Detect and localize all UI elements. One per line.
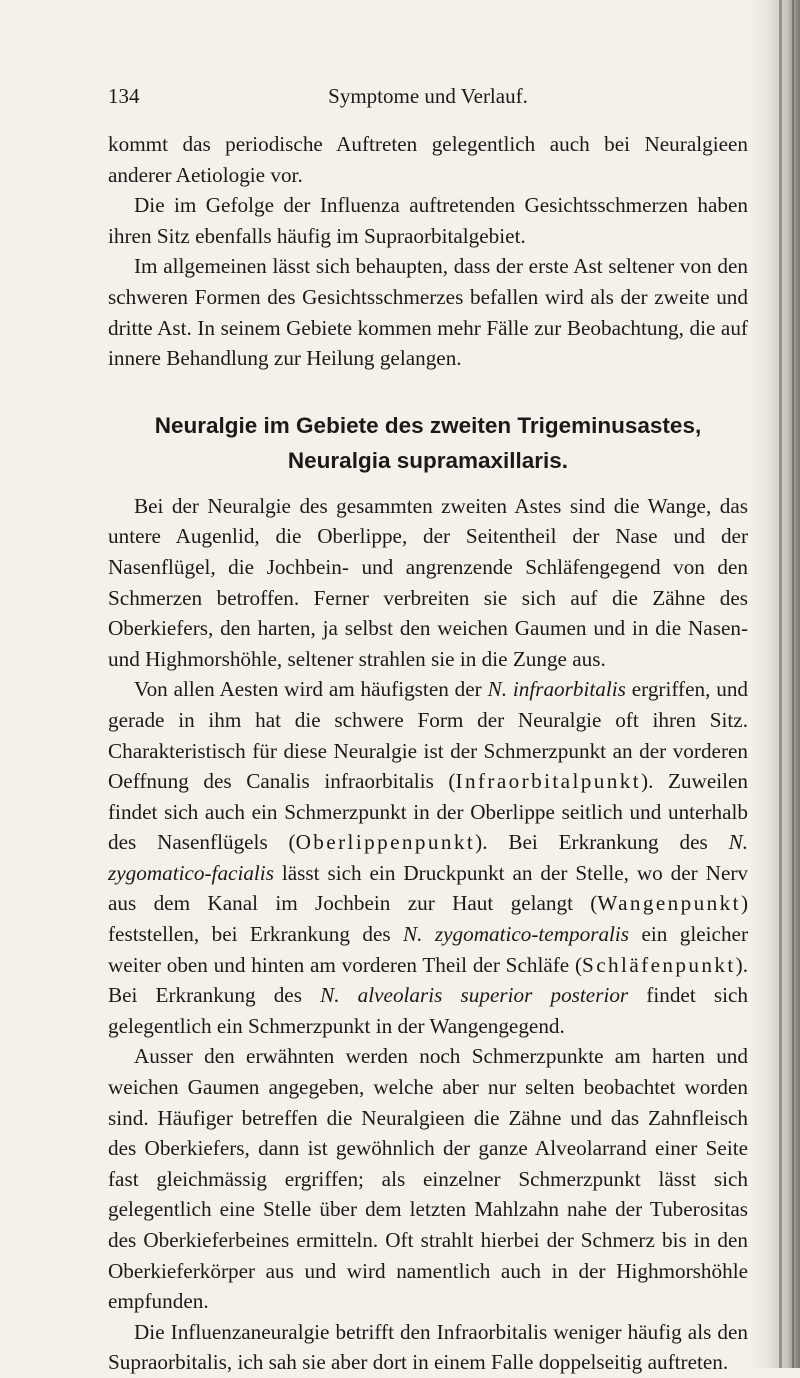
text-run: ein gleicher weiter oben und hinten am vorderen Theil der Schläfe ( — [108, 922, 749, 977]
section-heading — [108, 408, 748, 478]
paragraph — [108, 674, 748, 1041]
intro-paragraph: Die im Gefolge der Influenza auftretenden Gesichtsschmerzen haben ihren Sitz ebenfalls häufig im Supraorbitalgebiet. — [108, 193, 748, 248]
pain-point-term: Wangenpunkt — [597, 891, 741, 916]
intro-paragraph: Im allgemeinen lässt sich behaupten, dass der erste Ast seltener von den schweren Formen des Gesichtsschmerzes befallen wird als der zweite und dritte Ast. In seinem Gebiete kommen mehr Fälle zur Beobachtung, die auf innere Behandlung zur Heilung gelangen. — [108, 254, 748, 371]
nerve-name: N. zygomatico-temporalis — [403, 922, 630, 947]
text-run: Von allen Aesten wird am häufigsten der — [134, 677, 488, 702]
section-heading-line: Neuralgie im Gebiete des zweiten Trigeminusastes, — [154, 412, 702, 438]
body-text — [108, 129, 748, 1378]
nerve-name: N. zygomatico-facialis — [108, 830, 748, 885]
intro-paragraph: kommt das periodische Auftreten gelegentlich auch bei Neuralgieen anderer Aetiologie vor. — [108, 132, 748, 187]
text-run: ergriffen, und gerade in ihm hat die schwere Form der Neuralgie oft ihren Sitz. Charakteristisch für diese Neuralgie ist der Schmerzpunkt an der vorderen Oeffnung des Canalis infraorbitalis ( — [108, 677, 749, 794]
nerve-name: N. alveolaris superior posterior — [320, 983, 629, 1008]
paragraph: Ausser den erwähnten werden noch Schmerzpunkte am harten und weichen Gaumen angegeben, welche aber nur selten beobachtet worden sind. Häufiger betreffen die Neuralgieen die Zähne und das Zahnfleisch des Oberkiefers, dann ist gewöhnlich der ganze Alveolarrand einer Seite fast gleichmässig ergriffen; als einzelner Schmerzpunkt lässt sich gelegentlich eine Stelle über dem letzten Mahlzahn nahe der Tuberositas des Oberkieferbeines ermitteln. Oft strahlt hierbei der Schmerz bis in den Oberkieferkörper aus und wird namentlich auch in der Highmorshöhle empfunden. — [108, 1044, 748, 1314]
text-run: ). Bei Erkrankung des — [475, 830, 729, 855]
page-edge-line — [779, 0, 782, 1368]
pain-point-term: Schläfenpunkt — [582, 952, 736, 977]
text-run: ). Zuweilen findet sich auch ein Schmerzpunkt in der Oberlippe seitlich und unterhalb des Nasenflügels ( — [108, 769, 748, 855]
page-header — [108, 84, 748, 114]
text-run: ). Bei Erkrankung des — [108, 952, 748, 1008]
running-title: Symptome und Verlauf. — [328, 84, 528, 108]
nerve-name: N. infraorbitalis — [487, 677, 626, 702]
text-run: findet sich gelegentlich ein Schmerzpunkt in der Wangengegend. — [108, 983, 748, 1038]
pain-point-term: Infraorbitalpunkt — [455, 769, 642, 794]
section-heading-line: Neuralgia supramaxillaris. — [287, 447, 569, 473]
paragraph: Bei der Neuralgie des gesammten zweiten Astes sind die Wange, das untere Augenlid, die Oberlippe, der Seitentheil der Nase und der Nasenflügel, die Jochbein- und angrenzende Schläfengegend von den Schmerzen betroffen. Ferner verbreiten sie sich auf die Zähne des Oberkiefers, den harten, ja selbst den weichen Gaumen und in die Nasen- und Highmorshöhle, seltener strahlen sie in die Zunge aus. — [108, 493, 748, 671]
text-run: ) feststellen, bei Erkrankung des — [108, 891, 748, 947]
text-run: lässt sich ein Druckpunkt an der Stelle, wo der Nerv aus dem Kanal im Jochbein zur Haut gelangt ( — [108, 860, 748, 916]
page-edge-line — [792, 0, 794, 1368]
page-number: 134 — [108, 84, 140, 108]
pain-point-term: Oberlippenpunkt — [295, 830, 476, 855]
paragraph: Die Influenzaneuralgie betrifft den Infraorbitalis weniger häufig als den Supraorbitalis, ich sah sie aber dort in einem Falle doppelseitig auftreten. — [108, 1319, 748, 1375]
